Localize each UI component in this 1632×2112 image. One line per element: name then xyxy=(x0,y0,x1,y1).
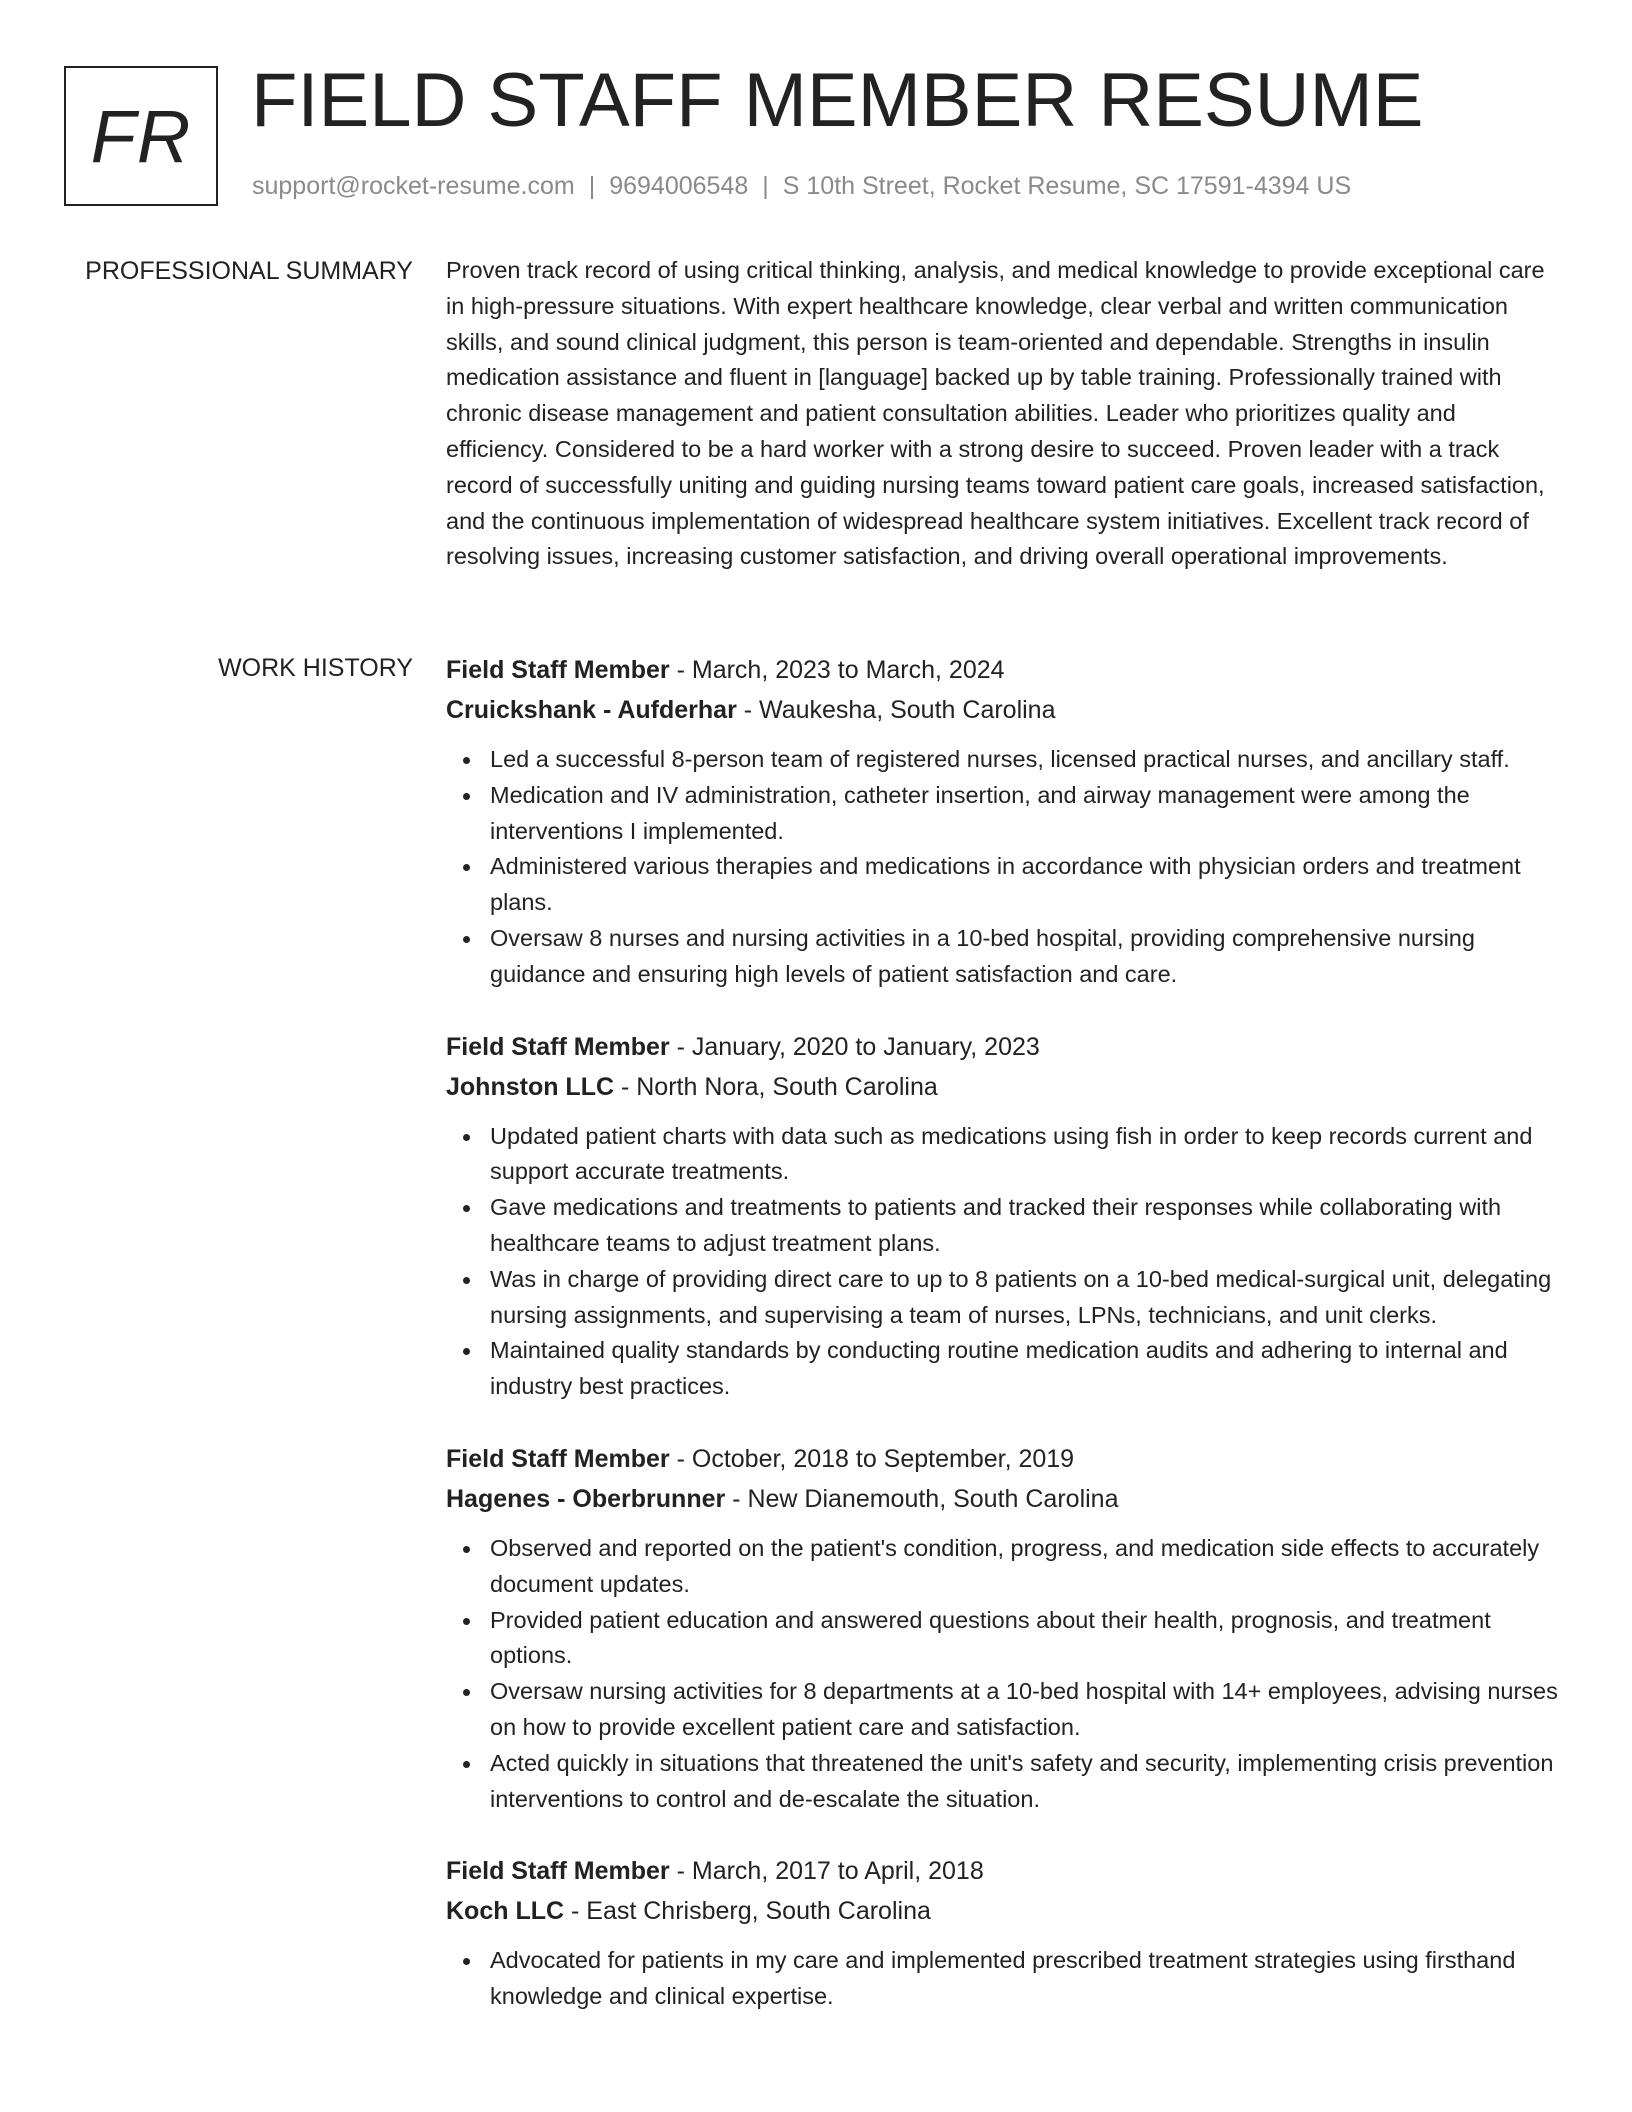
contact-address: S 10th Street, Rocket Resume, SC 17591-4394 US xyxy=(782,172,1352,200)
job-dates: - March, 2023 to March, 2024 xyxy=(669,656,1005,684)
job-location: - New Dianemouth, South Carolina xyxy=(725,1484,1119,1513)
contact-email: support@rocket-resume.com xyxy=(252,172,575,200)
summary-heading: PROFESSIONAL SUMMARY xyxy=(85,257,413,285)
job-title: Field Staff Member xyxy=(446,1857,670,1886)
page-title: FIELD STAFF MEMBER RESUME xyxy=(251,58,1424,143)
job-entry xyxy=(446,1027,1562,1405)
job-bullet: Oversaw 8 nurses and nursing activities in a 10-bed hospital, providing comprehensive nursing guidance and ensuring high levels of patient satisfaction and care. xyxy=(490,921,1562,993)
job-bullet: Maintained quality standards by conducting routine medication audits and adhering to internal and industry best practices. xyxy=(490,1333,1562,1405)
job-title-line xyxy=(446,650,1562,690)
contact-separator: | xyxy=(762,172,769,200)
job-bullet: Observed and reported on the patient's condition, progress, and medication side effects to accurately document updates. xyxy=(490,1531,1562,1603)
work-history-list xyxy=(446,650,1562,2049)
job-dates: - October, 2018 to September, 2019 xyxy=(669,1444,1075,1473)
job-bullet: Updated patient charts with data such as medications using fish in order to keep records current and support accurate treatments. xyxy=(490,1119,1562,1191)
job-entry xyxy=(446,650,1562,993)
job-bullet-list xyxy=(446,742,1562,993)
job-entry xyxy=(446,1439,1562,1817)
summary-text: Proven track record of using critical thinking, analysis, and medical knowledge to provide exceptional care in high-pressure situations. With expert healthcare knowledge, clear verbal and written communication skills, and sound clinical judgment, this person is team-oriented and dependable. Strengths in insulin medication assistance and fluent in [language] backed up by table training. Professionally trained with chronic disease management and patient consultation abilities. Leader who prioritizes quality and efficiency. Considered to be a hard worker with a strong desire to succeed. Proven leader with a track record of successfully uniting and guiding nursing teams toward patient care goals, increased satisfaction, and the continuous implementation of widespread healthcare system initiatives. Excellent track record of resolving issues, increasing customer satisfaction, and driving overall operational improvements. xyxy=(446,257,1545,570)
job-bullet-list xyxy=(446,1531,1562,1817)
job-bullet-list xyxy=(446,1119,1562,1405)
job-bullet: Provided patient education and answered questions about their health, prognosis, and treatment options. xyxy=(490,1603,1562,1675)
monogram-logo: FR xyxy=(64,66,218,206)
job-bullet: Oversaw nursing activities for 8 departments at a 10-bed hospital with 14+ employees, advising nurses on how to provide excellent patient care and satisfaction. xyxy=(490,1674,1562,1746)
job-company: Johnston LLC xyxy=(446,1072,615,1101)
contact-phone: 9694006548 xyxy=(609,172,749,200)
job-dates: - January, 2020 to January, 2023 xyxy=(669,1032,1040,1061)
job-title: Field Staff Member xyxy=(446,656,670,684)
job-company-line xyxy=(446,1067,1562,1107)
job-title-line xyxy=(446,1439,1562,1479)
job-company-line xyxy=(446,1891,1562,1931)
contact-line xyxy=(252,172,1351,201)
summary-body xyxy=(446,253,1562,575)
job-title: Field Staff Member xyxy=(446,1032,670,1061)
job-company-line xyxy=(446,1479,1562,1519)
job-company: Hagenes - Oberbrunner xyxy=(446,1484,726,1513)
job-location: - Waukesha, South Carolina xyxy=(736,696,1056,724)
job-bullet: Was in charge of providing direct care to up to 8 patients on a 10-bed medical-surgical unit, delegating nursing assignments, and supervising a team of nurses, LPNs, technicians, and unit clerks. xyxy=(490,1262,1562,1334)
job-bullet: Gave medications and treatments to patients and tracked their responses while collaborating with healthcare teams to adjust treatment plans. xyxy=(490,1190,1562,1262)
job-bullet-list xyxy=(446,1943,1562,2015)
job-bullet: Led a successful 8-person team of registered nurses, licensed practical nurses, and ancillary staff. xyxy=(490,742,1562,778)
job-bullet: Acted quickly in situations that threatened the unit's safety and security, implementing crisis prevention interventions to control and de-escalate the situation. xyxy=(490,1746,1562,1818)
job-company-line xyxy=(446,690,1562,730)
job-location: - North Nora, South Carolina xyxy=(614,1072,938,1101)
job-bullet: Advocated for patients in my care and implemented prescribed treatment strategies using firsthand knowledge and clinical expertise. xyxy=(490,1943,1562,2015)
contact-separator: | xyxy=(588,172,596,200)
job-bullet: Administered various therapies and medications in accordance with physician orders and treatment plans. xyxy=(490,849,1562,921)
job-dates: - March, 2017 to April, 2018 xyxy=(669,1857,984,1886)
job-title: Field Staff Member xyxy=(446,1444,670,1473)
job-entry xyxy=(446,1851,1562,2015)
job-title-line xyxy=(446,1027,1562,1067)
job-company: Koch LLC xyxy=(446,1897,565,1926)
job-bullet: Medication and IV administration, catheter insertion, and airway management were among the interventions I implemented. xyxy=(490,778,1562,850)
job-location: - East Chrisberg, South Carolina xyxy=(564,1897,931,1926)
work-history-heading: WORK HISTORY xyxy=(218,654,413,682)
job-title-line xyxy=(446,1851,1562,1891)
job-company: Cruickshank - Aufderhar xyxy=(446,696,737,724)
